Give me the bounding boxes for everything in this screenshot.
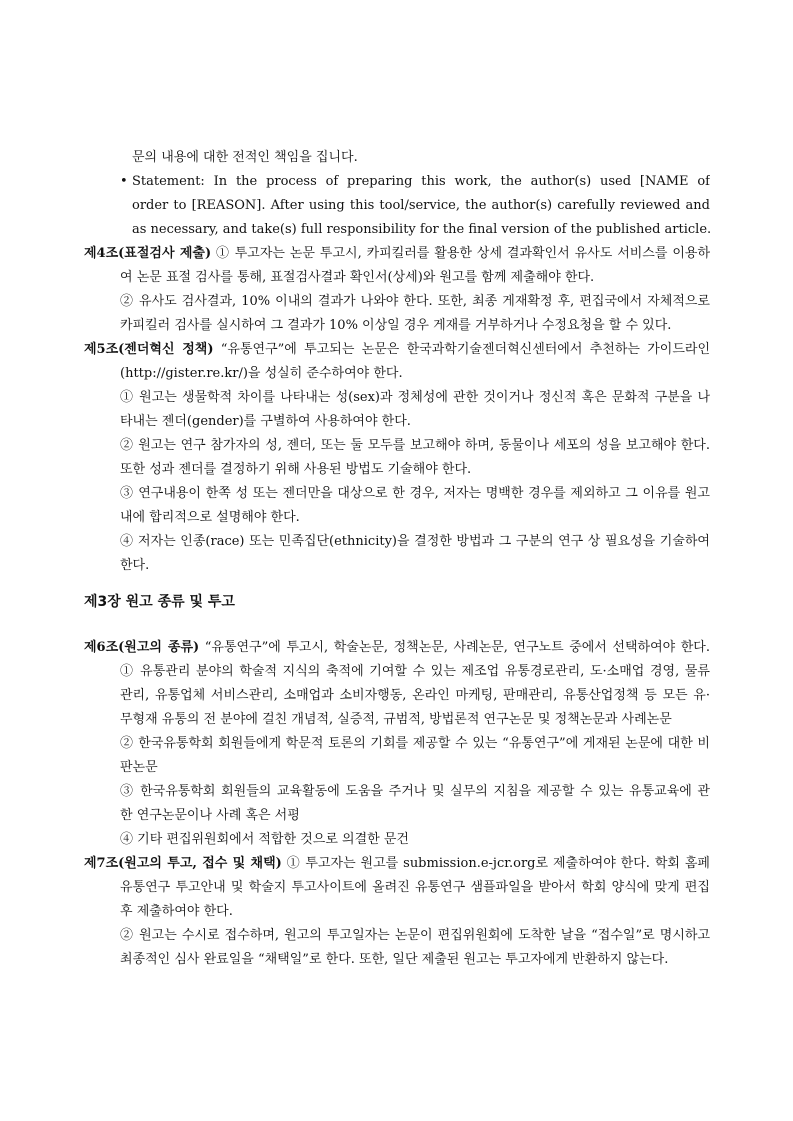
article-6-line xyxy=(84,636,710,660)
statement-line: Statement: In the process of preparing this work, the author(s) used [NAME of xyxy=(132,174,710,189)
article-5-line xyxy=(84,338,710,362)
article-4-line: 여 논문 표절 검사를 통해, 표절검사결과 확인서(상세)와 원고를 함께 제출해야 한다. xyxy=(120,270,595,285)
article-6-line: 한 연구논문이나 사례 혹은 서평 xyxy=(120,808,300,823)
article-7-title: 제7조(원고의 투고, 접수 및 채택) xyxy=(84,856,282,871)
statement-line: as necessary, and take(s) full responsibility for the final version of the published article. xyxy=(132,222,712,237)
article-7-line: ② 원고는 수시로 접수하며, 원고의 투고일자는 논문이 편집위원회에 도착한 날을 “접수일”로 명시하고 xyxy=(120,928,710,943)
article-5-line: 한다. xyxy=(120,558,150,573)
article-6-title: 제6조(원고의 종류) xyxy=(84,640,200,655)
statement-line: order to [REASON]. After using this tool/service, the author(s) carefully reviewed and xyxy=(132,198,710,213)
article-5-line: 또한 성과 젠더를 결정하기 위해 사용된 방법도 기술해야 한다. xyxy=(120,462,472,477)
article-6-line: ② 한국유통학회 회원들에게 학문적 토론의 기회를 제공할 수 있는 “유통연구”에 게재된 논문에 대한 비 xyxy=(120,736,710,751)
article-4-line: 카피킬러 검사를 실시하여 그 결과가 10% 이상일 경우 게재를 거부하거나 수정요청을 할 수 있다. xyxy=(120,318,672,333)
article-6-line: 무형재 유통의 전 분야에 걸친 개념적, 실증적, 규범적, 방법론적 연구논문 및 정책논문과 사례논문 xyxy=(120,712,672,727)
article-6-line: 관리, 유통업체 서비스관리, 소매업과 소비자행동, 온라인 마케팅, 판매관리, 유통산업정책 등 모든 유· xyxy=(120,688,710,703)
article-6-line: 판논문 xyxy=(120,760,158,775)
continuation-text: 문의 내용에 대한 전적인 책임을 집니다. xyxy=(132,150,358,165)
article-5-line: (http://gister.re.kr/)을 성실히 준수하여야 한다. xyxy=(120,366,403,381)
article-7-line xyxy=(84,852,710,876)
article-7-line: 최종적인 심사 완료일을 “채택일”로 한다. 또한, 일단 제출된 원고는 투고자에게 반환하지 않는다. xyxy=(120,952,669,967)
article-5-line: ① 원고는 생물학적 차이를 나타내는 성(sex)과 정체성에 관한 것이거나 정신적 혹은 문화적 구분을 나 xyxy=(120,390,710,405)
article-6-line: ④ 기타 편집위원회에서 적합한 것으로 의결한 문건 xyxy=(120,832,409,847)
bullet-mark: • xyxy=(120,174,128,189)
article-7-line: 후 제출하여야 한다. xyxy=(120,904,233,919)
article-5-line: ② 원고는 연구 참가자의 성, 젠더, 또는 둘 모두를 보고해야 하며, 동물이나 세포의 성을 보고해야 한다. xyxy=(120,438,710,453)
article-6-line: ① 유통관리 분야의 학술적 지식의 축적에 기여할 수 있는 제조업 유통경로관리, 도·소매업 경영, 물류 xyxy=(120,664,710,679)
article-4-title: 제4조(표절검사 제출) xyxy=(84,246,212,261)
article-5-title: 제5조(젠더혁신 정책) xyxy=(84,342,214,357)
chapter-heading: 제3장 원고 종류 및 투고 xyxy=(84,594,235,610)
article-5-line: 내에 합리적으로 설명해야 한다. xyxy=(120,510,300,525)
article-6-line: ③ 한국유통학회 회원들의 교육활동에 도움을 주거나 및 실무의 지침을 제공할 수 있는 유통교육에 관 xyxy=(120,784,710,799)
article-7-line: 유통연구 투고안내 및 학술지 투고사이트에 올려진 유통연구 샘플파일을 받아서 학회 양식에 맞게 편집 xyxy=(120,880,710,895)
article-7-text: ① 투고자는 원고를 submission.e-jcr.org로 제출하여야 한다. 학회 홈페 xyxy=(286,856,710,871)
article-4-line: ② 유사도 검사결과, 10% 이내의 결과가 나와야 한다. 또한, 최종 게재확정 후, 편집국에서 자체적으로 xyxy=(120,294,710,309)
article-5-line: 타내는 젠더(gender)를 구별하여 사용하여야 한다. xyxy=(120,414,411,429)
article-4-line xyxy=(84,242,710,266)
article-5-line: ④ 저자는 인종(race) 또는 민족집단(ethnicity)을 결정한 방법과 그 구분의 연구 상 필요성을 기술하여 xyxy=(120,534,710,549)
article-6-text: “유통연구”에 투고시, 학술논문, 정책논문, 사례논문, 연구노트 중에서 선택하여야 한다. xyxy=(204,640,710,655)
article-4-text: ① 투고자는 논문 투고시, 카피킬러를 활용한 상세 결과확인서 유사도 서비스를 이용하 xyxy=(216,246,710,261)
article-5-text: “유통연구”에 투고되는 논문은 한국과학기술젠더혁신센터에서 추천하는 가이드라인 xyxy=(220,342,710,357)
article-5-line: ③ 연구내용이 한쪽 성 또는 젠더만을 대상으로 한 경우, 저자는 명백한 경우를 제외하고 그 이유를 원고 xyxy=(120,486,710,501)
